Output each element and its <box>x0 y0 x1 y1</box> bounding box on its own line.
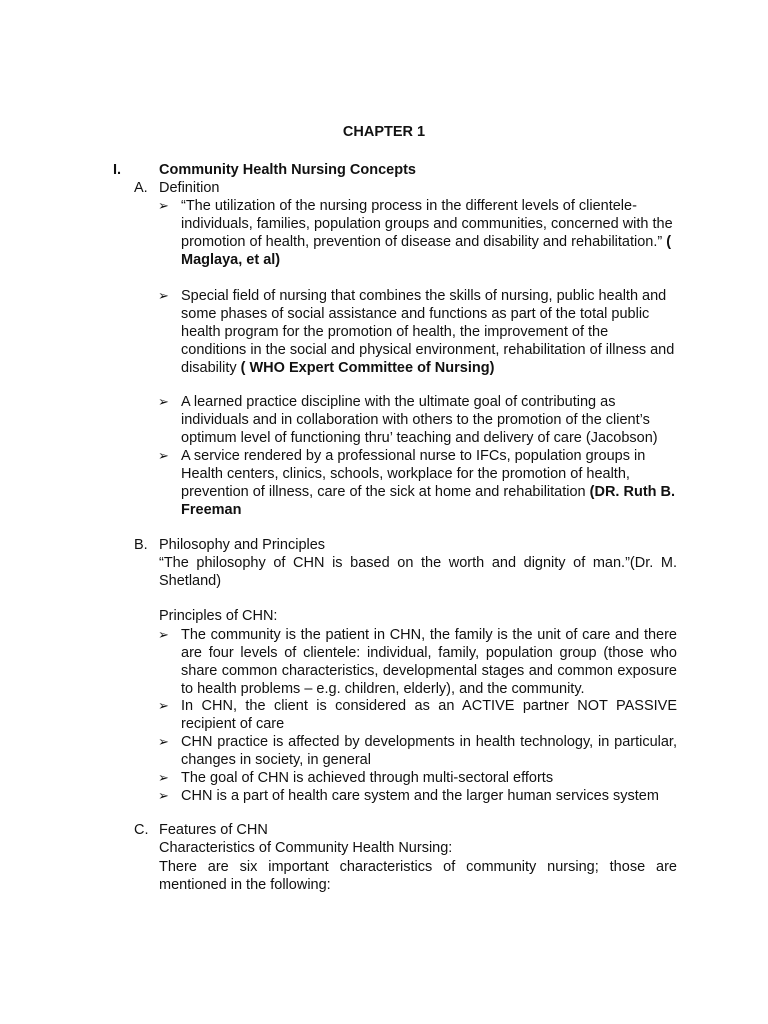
principle-item: CHN is a part of health care system and the larger human services system <box>181 788 659 804</box>
bullet-icon: ➢ <box>158 394 169 409</box>
definition-item <box>181 287 677 377</box>
definition-text: “The utilization of the nursing process in the different levels of clientele-individuals, families, population groups and communities, concerned with the promotion of health, prevention of disease and disability and rehabilitation.” <box>181 198 673 250</box>
bullet-icon: ➢ <box>158 698 169 713</box>
features-subheading: Characteristics of Community Health Nursing: <box>159 840 453 856</box>
features-intro: There are six important characteristics of community nursing; those are mentioned in the following: <box>159 859 677 893</box>
section-numeral: I. <box>113 162 122 178</box>
definition-item <box>181 393 677 447</box>
bullet-icon: ➢ <box>158 448 169 463</box>
section-title: Community Health Nursing Concepts <box>159 162 416 178</box>
philosophy-quote: “The philosophy of CHN is based on the worth and dignity of man.”(Dr. M. Shetland) <box>159 555 677 589</box>
chapter-title: CHAPTER 1 <box>342 124 426 140</box>
philosophy-heading: Philosophy and Principles <box>159 537 326 553</box>
features-heading: Features of CHN <box>159 822 268 838</box>
philosophy-letter: B. <box>134 537 148 553</box>
definition-heading: Definition <box>159 180 220 196</box>
definition-item <box>181 197 677 269</box>
principle-item: The community is the patient in CHN, the family is the unit of care and there are four levels of clientele: individual, family, population group (those who share common characteristics, developmental stages and common exposure to health problems – e.g. children, elderly), and the community. <box>181 627 677 697</box>
bullet-icon: ➢ <box>158 288 169 303</box>
definition-source: ( Maglaya, et al) <box>181 234 672 268</box>
definition-source: (DR. Ruth B. Freeman <box>181 484 676 518</box>
principle-item: The goal of CHN is achieved through multi-sectoral efforts <box>181 770 554 786</box>
bullet-icon: ➢ <box>158 770 169 785</box>
definition-text: A learned practice discipline with the ultimate goal of contributing as individuals and in collaboration with others to the promotion of the client’s optimum level of functioning thru’ teaching and delivery of care (Jacobson) <box>181 394 658 446</box>
definition-text: A service rendered by a professional nurse to IFCs, population groups in Health centers, clinics, schools, workplace for the promotion of health, prevention of illness, care of the sick at home and rehabilitation <box>181 448 646 500</box>
bullet-icon: ➢ <box>158 627 169 642</box>
bullet-icon: ➢ <box>158 788 169 803</box>
definition-source: ( WHO Expert Committee of Nursing) <box>240 360 495 376</box>
definition-item <box>181 447 677 519</box>
principle-item: CHN practice is affected by developments in health technology, in particular, changes in society, in general <box>181 734 677 768</box>
definition-letter: A. <box>134 180 148 196</box>
features-letter: C. <box>134 822 149 838</box>
bullet-icon: ➢ <box>158 734 169 749</box>
principles-heading: Principles of CHN: <box>159 608 278 624</box>
definition-text: Special field of nursing that combines the skills of nursing, public health and some phases of social assistance and functions as part of the total public health program for the promotion of health, the improvement of the conditions in the social and physical environment, rehabilitation of illness and disability <box>181 288 675 376</box>
bullet-icon: ➢ <box>158 198 169 213</box>
principle-item: In CHN, the client is considered as an ACTIVE partner NOT PASSIVE recipient of care <box>181 698 677 732</box>
